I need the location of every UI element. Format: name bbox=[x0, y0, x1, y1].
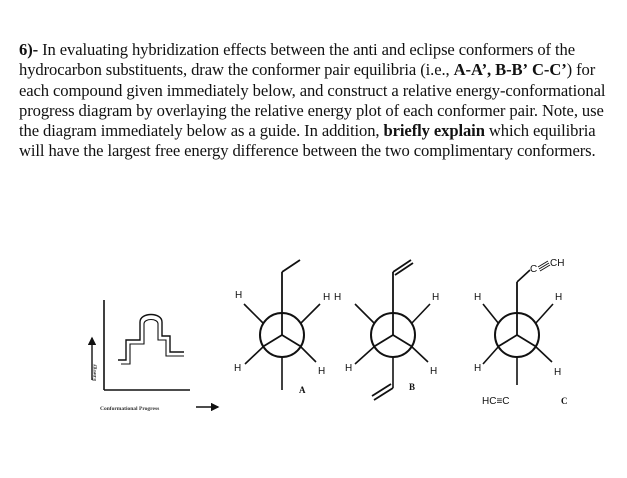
energy-curve-inner bbox=[121, 320, 184, 365]
newman-projection-a bbox=[234, 260, 330, 395]
y-axis-label: Energy bbox=[92, 363, 98, 381]
question-part-1: In evaluating hybridization effects between the anti and eclipse conformers of the hydrocarbon substituents, draw the conformer pair equilibria (i.e., bbox=[19, 40, 575, 80]
svg-text:H: H bbox=[323, 292, 331, 303]
question-part-3: which equilibria will have the largest free energy difference between the two complimentary conformers. bbox=[19, 121, 596, 161]
pair-c: C-C’ bbox=[532, 60, 567, 80]
svg-text:CH: CH bbox=[550, 258, 565, 269]
briefly-explain: briefly explain bbox=[383, 121, 485, 141]
svg-text:H: H bbox=[430, 366, 438, 377]
question-text bbox=[19, 40, 615, 162]
figure bbox=[0, 240, 627, 430]
bottom-group: HC≡C bbox=[482, 396, 510, 407]
newman-projection-b bbox=[334, 260, 439, 400]
svg-text:H: H bbox=[432, 292, 440, 303]
svg-text:H: H bbox=[318, 366, 326, 377]
x-axis-label: Conformational Progress bbox=[100, 406, 160, 412]
svg-text:H: H bbox=[234, 363, 242, 374]
svg-text:H: H bbox=[345, 363, 353, 374]
svg-text:H: H bbox=[555, 292, 563, 303]
caption-b: B bbox=[409, 382, 416, 392]
question-part-2: ) for each compound given immediately below, and construct a relative energy-conformational progress diagram by overlaying the relative energy plot of each conformer pair. Note, use the diagram immediately below as a guide. In addition, bbox=[19, 60, 606, 141]
svg-text:H: H bbox=[235, 290, 243, 301]
svg-text:H: H bbox=[474, 363, 482, 374]
pair-b: B-B’ bbox=[495, 60, 528, 80]
caption-a: A bbox=[299, 385, 306, 395]
question-number: 6)- bbox=[19, 40, 39, 59]
energy-diagram bbox=[92, 300, 218, 412]
pair-a: A-A’, bbox=[453, 60, 492, 80]
newman-projection-c bbox=[474, 258, 568, 407]
svg-text:H: H bbox=[334, 292, 342, 303]
energy-curve bbox=[118, 315, 184, 361]
caption-c: C bbox=[561, 396, 568, 406]
svg-text:C: C bbox=[530, 264, 538, 275]
svg-text:H: H bbox=[474, 292, 482, 303]
svg-text:H: H bbox=[554, 367, 562, 378]
